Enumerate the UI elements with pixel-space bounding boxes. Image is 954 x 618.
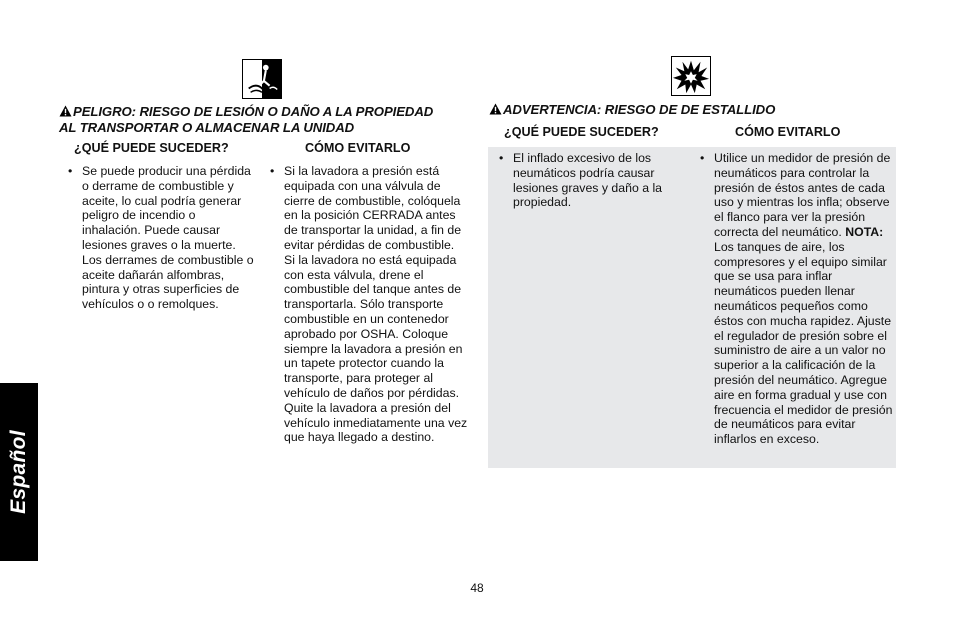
list-item: [499, 151, 681, 210]
note-text: Los tanques de aire, los compresores y el equipo similar que se usa para inflar neumáticos pueden llenar neumáticos pequeños como éstos con mucha rapidez. Ajuste el regulador de presión sobre el suministro de aire a un valor no superior a la calificación de la presión del neumático. Agregue aire en forma gradual y use con frecuencia el medidor de presión de neumáticos para evitar inflarlos en exceso.: [714, 239, 893, 447]
left-col2-item-text: Si la lavadora a presión está equipada con una válvula de cierre de combustible, colóquela en la posición CERRADA antes de transportar la unidad, a fin de evitar pérdidas de combustible. Si la lavadora no está equipada con esta válvula, drene el combustible del tanque antes de transportarla. Sólo transporte combustible en un contenedor aprobado por OSHA. Coloque siempre la lavadora a presión en un tapete protector cuando la transporte, para proteger al vehículo de daños por pérdidas. Quite la lavadora a presión del vehículo inmediatamente una vez que haya llegado a destino.: [284, 164, 468, 445]
left-col2-header: CÓMO EVITARLO: [305, 141, 411, 155]
list-item: [270, 164, 468, 445]
left-heading-line1: PELIGRO: RIESGO DE LESIÓN O DAÑO A LA PROPIEDAD: [59, 104, 433, 120]
right-col1-item-text: El inflado excesivo de los neumáticos podría causar lesiones graves y daño a la propiedad.: [513, 151, 663, 210]
bullet-dot: •: [270, 164, 275, 178]
side-tab-label: Español: [7, 430, 30, 514]
bullet-dot: •: [499, 151, 504, 165]
bullet-dot: •: [68, 164, 73, 178]
right-col1-header: ¿QUÉ PUEDE SUCEDER?: [504, 125, 659, 139]
left-col1-item-text: Se puede producir una pérdida o derrame de combustible y aceite, lo cual podría generar peligro de incendio o inhalación. Puede causar lesiones graves o la muerte. Los derrames de combustible o aceite dañarán alfombras, pintura y otras superficies de vehículos o o remolques.: [82, 164, 254, 312]
left-warning-heading: [59, 104, 433, 135]
pressure-washer-transport-icon: [242, 59, 282, 99]
list-item: [700, 151, 898, 447]
explosion-burst-icon: [671, 56, 711, 96]
bullet-dot: •: [700, 151, 705, 165]
language-side-tab: [0, 383, 38, 561]
right-warning-heading: ADVERTENCIA: RIESGO DE DE ESTALLIDO: [489, 102, 775, 118]
right-col2-main-text: Utilice un medidor de presión de neumáticos para controlar la presión de éstos antes de cada uso y mientras los infla; observe el flanco para ver la presión correcta del neumático.: [714, 151, 891, 239]
left-col1-header: ¿QUÉ PUEDE SUCEDER?: [74, 141, 229, 155]
warning-triangle-icon: [59, 105, 72, 120]
list-item: [68, 164, 256, 312]
left-heading-line2: AL TRANSPORTAR O ALMACENAR LA UNIDAD: [59, 120, 355, 135]
right-col2-header: CÓMO EVITARLO: [735, 125, 841, 139]
note-label: NOTA:: [845, 224, 884, 239]
warning-triangle-icon: [489, 103, 502, 118]
page-number: 48: [470, 581, 484, 595]
right-col2-item-text: [714, 151, 898, 447]
